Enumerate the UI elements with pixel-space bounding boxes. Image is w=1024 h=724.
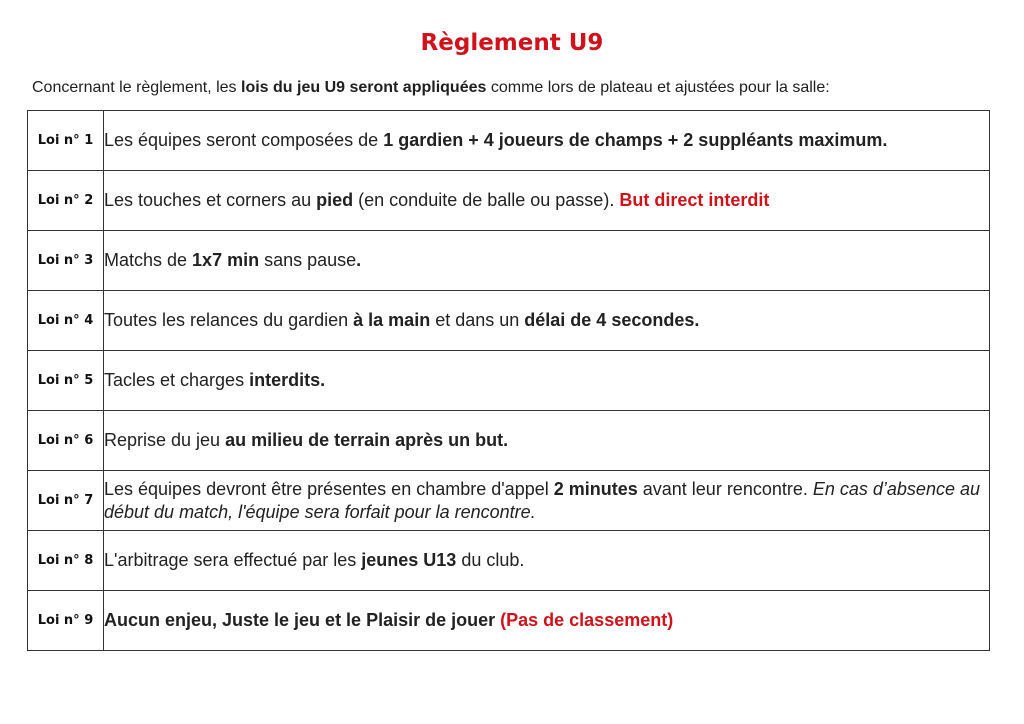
rule-row — [28, 171, 990, 231]
rule-text — [104, 231, 990, 291]
rule-row — [28, 111, 990, 171]
rule-emphasis: au milieu de terrain après un but. — [225, 430, 509, 450]
rule-emphasis: 1x7 min — [192, 250, 260, 270]
rule-row — [28, 531, 990, 591]
rule-segment: avant leur rencontre. — [637, 478, 813, 499]
rule-number: Loi n° 1 — [28, 111, 104, 171]
rule-segment: Les équipes seront composées de — [104, 130, 384, 150]
rule-number: Loi n° 6 — [28, 411, 104, 471]
rule-emphasis: pied — [316, 190, 354, 210]
rule-emphasis: jeunes U13 — [361, 550, 457, 570]
rule-text — [104, 471, 990, 531]
rule-text — [104, 531, 990, 591]
rule-number: Loi n° 4 — [28, 291, 104, 351]
rule-segment: Reprise du jeu — [104, 430, 226, 450]
rule-number: Loi n° 7 — [28, 471, 104, 531]
rule-number: Loi n° 3 — [28, 231, 104, 291]
rule-text — [104, 351, 990, 411]
rule-number: Loi n° 5 — [28, 351, 104, 411]
rule-text — [104, 111, 990, 171]
rule-segment: (en conduite de balle ou passe). — [353, 190, 620, 210]
intro-paragraph — [32, 79, 1012, 97]
rules-table — [27, 110, 990, 651]
rule-text — [104, 591, 990, 651]
rule-row — [28, 471, 990, 531]
rule-row — [28, 591, 990, 651]
rule-highlight: (Pas de classement) — [500, 610, 674, 630]
rule-segment: Matchs de — [104, 250, 193, 270]
rule-number: Loi n° 9 — [28, 591, 104, 651]
rule-note: En cas d’absence au début du match, l'équipe sera forfait pour la rencontre. — [104, 478, 980, 522]
rule-number: Loi n° 2 — [28, 171, 104, 231]
rule-segment: L'arbitrage sera effectué par les — [104, 550, 362, 570]
rule-row — [28, 231, 990, 291]
rule-emphasis: délai de 4 secondes. — [524, 310, 700, 330]
page-title: Règlement U9 — [420, 30, 604, 56]
rule-highlight: But direct interdit — [619, 190, 770, 210]
rule-segment: Les équipes devront être présentes en chambre d'appel — [104, 478, 554, 499]
rule-number: Loi n° 8 — [28, 531, 104, 591]
rule-segment: Toutes les relances du gardien — [104, 310, 354, 330]
rule-row — [28, 291, 990, 351]
rule-segment: et dans un — [430, 310, 525, 330]
rule-segment: du club. — [456, 550, 525, 570]
rule-emphasis: interdits. — [249, 370, 326, 390]
rule-row — [28, 351, 990, 411]
rule-segment: Tacles et charges — [104, 370, 250, 390]
rule-emphasis: 2 minutes — [553, 478, 638, 499]
rules-table-body — [28, 111, 990, 651]
rule-text — [104, 291, 990, 351]
rule-emphasis: . — [356, 250, 362, 270]
rule-emphasis: 1 gardien + 4 joueurs de champs + 2 suppléants maximum. — [383, 130, 888, 150]
rule-text — [104, 171, 990, 231]
rule-text — [104, 411, 990, 471]
rule-row — [28, 411, 990, 471]
rule-emphasis: à la main — [353, 310, 431, 330]
rule-segment: sans pause — [259, 250, 357, 270]
intro-bold: lois du jeu U9 seront appliquées — [241, 79, 487, 96]
rule-emphasis: Aucun enjeu, Juste le jeu et le Plaisir de jouer — [104, 610, 501, 630]
intro-prefix: Concernant le règlement, les — [32, 79, 241, 96]
intro-suffix: comme lors de plateau et ajustées pour la salle: — [486, 79, 830, 96]
rule-segment: Les touches et corners au — [104, 190, 317, 210]
